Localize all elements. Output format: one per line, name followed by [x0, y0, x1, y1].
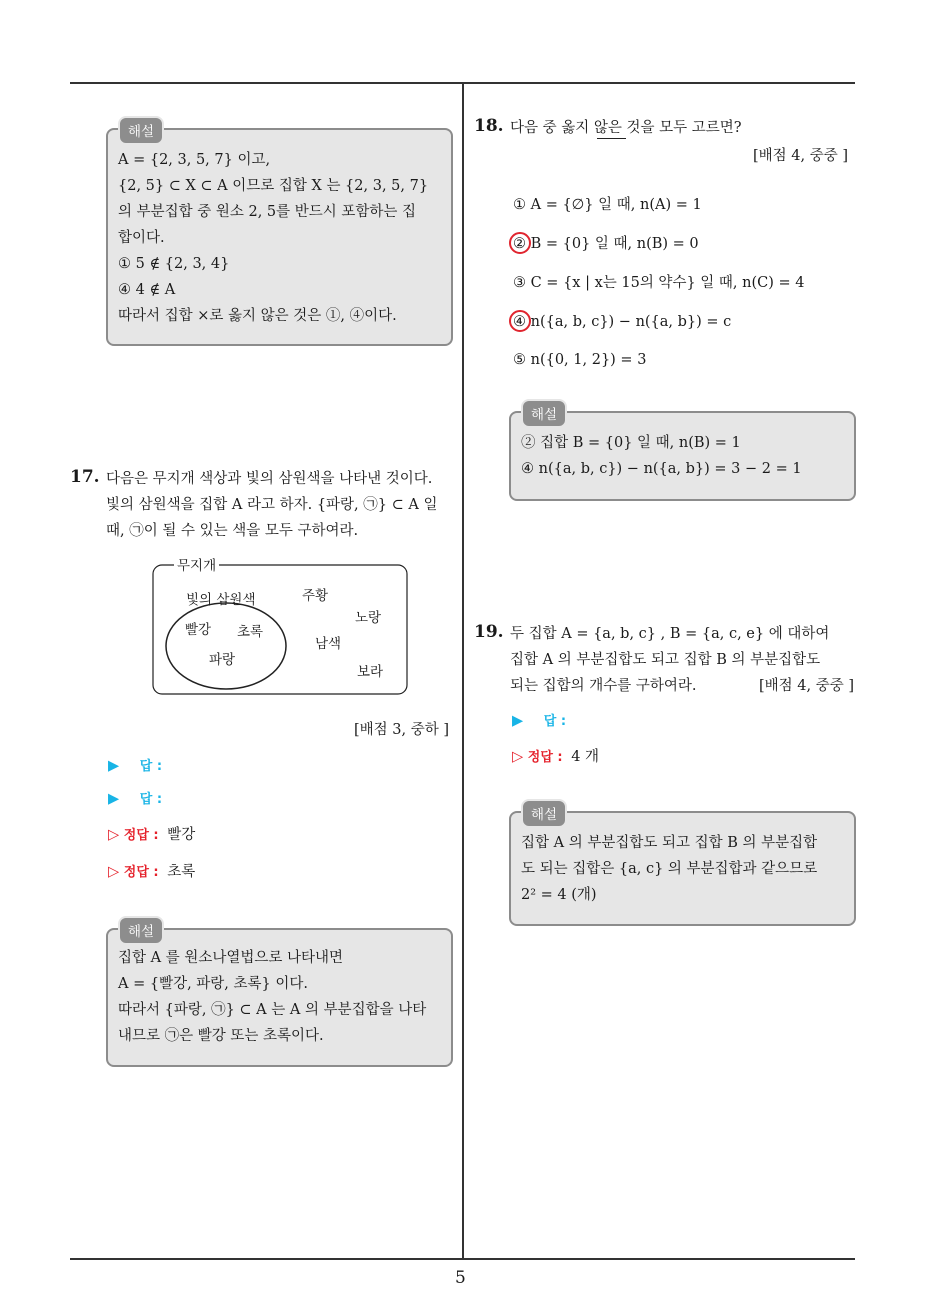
- score-18: [배점 4, 중중 ]: [753, 148, 849, 164]
- venn-inner-label: 빛의 삼원색: [186, 592, 256, 608]
- outline-triangle-icon: ▷: [108, 864, 120, 880]
- option-4: ④ n({a, b, c}) − n({a, b}) = c: [513, 314, 732, 330]
- venn-item-blue: 파랑: [209, 652, 236, 668]
- option-5: ⑤ n({0, 1, 2}) = 3: [513, 352, 647, 368]
- explanation-line: A = {2, 3, 5, 7} 이고,: [118, 152, 271, 168]
- explanation-tag: 해설: [118, 116, 164, 145]
- venn-diagram: [152, 558, 408, 696]
- score-19: [배점 4, 중중 ]: [759, 678, 855, 694]
- answer-label: 답 :: [139, 792, 163, 807]
- explanation-line: ④ 4 ∉ A: [118, 282, 176, 298]
- play-triangle-icon: ▶: [108, 758, 120, 774]
- answer-label: 답 :: [543, 714, 567, 729]
- explanation-line: 집합 A 를 원소나열법으로 나타내면: [118, 950, 344, 966]
- correct-value: 빨강: [167, 827, 196, 843]
- question-number-17: 17.: [70, 467, 100, 487]
- correct-value: 4 개: [571, 749, 600, 765]
- question-19-line: 집합 A 의 부분집합도 되고 집합 B 의 부분집합도: [510, 652, 821, 668]
- correct-value: 초록: [167, 864, 196, 880]
- correct-label: 정답 :: [527, 750, 563, 765]
- explanation-line: 의 부분집합 중 원소 2, 5를 반드시 포함하는 집: [118, 204, 417, 220]
- explanation-line: 따라서 {파랑, ㉠} ⊂ A 는 A 의 부분집합을 나타: [118, 1002, 427, 1018]
- explanation-line: A = {빨강, 파랑, 초록} 이다.: [118, 976, 308, 992]
- explanation-line: 집합 A 의 부분집합도 되고 집합 B 의 부분집합: [521, 835, 818, 851]
- venn-item-yellow: 노랑: [355, 610, 382, 626]
- option-3: ③ C = {x | x는 15의 약수} 일 때, n(C) = 4: [513, 275, 805, 291]
- explanation-tag: 해설: [118, 916, 164, 945]
- question-number-18: 18.: [474, 116, 504, 136]
- correct-label: 정답 :: [123, 865, 159, 880]
- answer-label: 답 :: [139, 759, 163, 774]
- question-19-line: 되는 집합의 개수를 구하여라.: [510, 678, 697, 694]
- explanation-line: 합이다.: [118, 230, 165, 246]
- question-17-line: 빛의 삼원색을 집합 A 라고 하자. {파랑, ㉠} ⊂ A 일: [106, 497, 438, 513]
- venn-item-red: 빨강: [185, 622, 212, 638]
- play-triangle-icon: ▶: [108, 791, 120, 807]
- marked-circle-icon: [509, 310, 531, 332]
- venn-outer-label: 무지개: [174, 554, 219, 574]
- explanation-line: 2² = 4 (개): [521, 887, 597, 903]
- answer-row: [108, 756, 162, 777]
- question-18-text: 다음 중 옳지 않은 것을 모두 고르면?: [510, 120, 742, 136]
- bottom-rule: [70, 1258, 855, 1260]
- venn-item-orange: 주황: [302, 588, 329, 604]
- explanation-line: ① 5 ∉ {2, 3, 4}: [118, 256, 230, 272]
- answer-row: [108, 789, 162, 810]
- outline-triangle-icon: ▷: [108, 827, 120, 843]
- venn-item-green: 초록: [237, 624, 264, 640]
- explanation-line: {2, 5} ⊂ X ⊂ A 이므로 집합 X 는 {2, 3, 5, 7}: [118, 178, 429, 194]
- explanation-line: ④ n({a, b, c}) − n({a, b}) = 3 − 2 = 1: [521, 461, 802, 477]
- venn-item-violet: 보라: [357, 664, 384, 680]
- option-2: ② B = {0} 일 때, n(B) = 0: [513, 236, 699, 252]
- explanation-line: ② 집합 B = {0} 일 때, n(B) = 1: [521, 435, 741, 451]
- page-number: 5: [455, 1268, 466, 1288]
- venn-item-indigo: 남색: [315, 636, 342, 652]
- question-19-line: 두 집합 A = {a, b, c} , B = {a, c, e} 에 대하여: [510, 626, 830, 642]
- marked-circle-icon: [509, 232, 531, 254]
- question-17-line: 다음은 무지개 색상과 빛의 삼원색을 나타낸 것이다.: [106, 471, 433, 487]
- question-17-line: 때, ㉠이 될 수 있는 색을 모두 구하여라.: [106, 523, 359, 539]
- explanation-line: 도 되는 집합은 {a, c} 의 부분집합과 같으므로: [521, 861, 818, 877]
- option-1: ① A = {∅} 일 때, n(A) = 1: [513, 197, 702, 213]
- explanation-line: 따라서 집합 ×로 옳지 않은 것은 ①, ④이다.: [118, 308, 397, 324]
- correct-answer-row: [108, 825, 195, 846]
- question-number-19: 19.: [474, 622, 504, 642]
- outline-triangle-icon: ▷: [512, 749, 524, 765]
- underline-not: [597, 138, 626, 139]
- play-triangle-icon: ▶: [512, 713, 524, 729]
- correct-answer-row: [512, 747, 599, 768]
- explanation-tag: 해설: [521, 399, 567, 428]
- score-17: [배점 3, 중하 ]: [354, 722, 450, 738]
- explanation-tag: 해설: [521, 799, 567, 828]
- correct-answer-row: [108, 862, 195, 883]
- answer-row: [512, 711, 566, 732]
- explanation-line: 내므로 ㉠은 빨강 또는 초록이다.: [118, 1028, 324, 1044]
- column-divider: [462, 83, 464, 1259]
- correct-label: 정답 :: [123, 828, 159, 843]
